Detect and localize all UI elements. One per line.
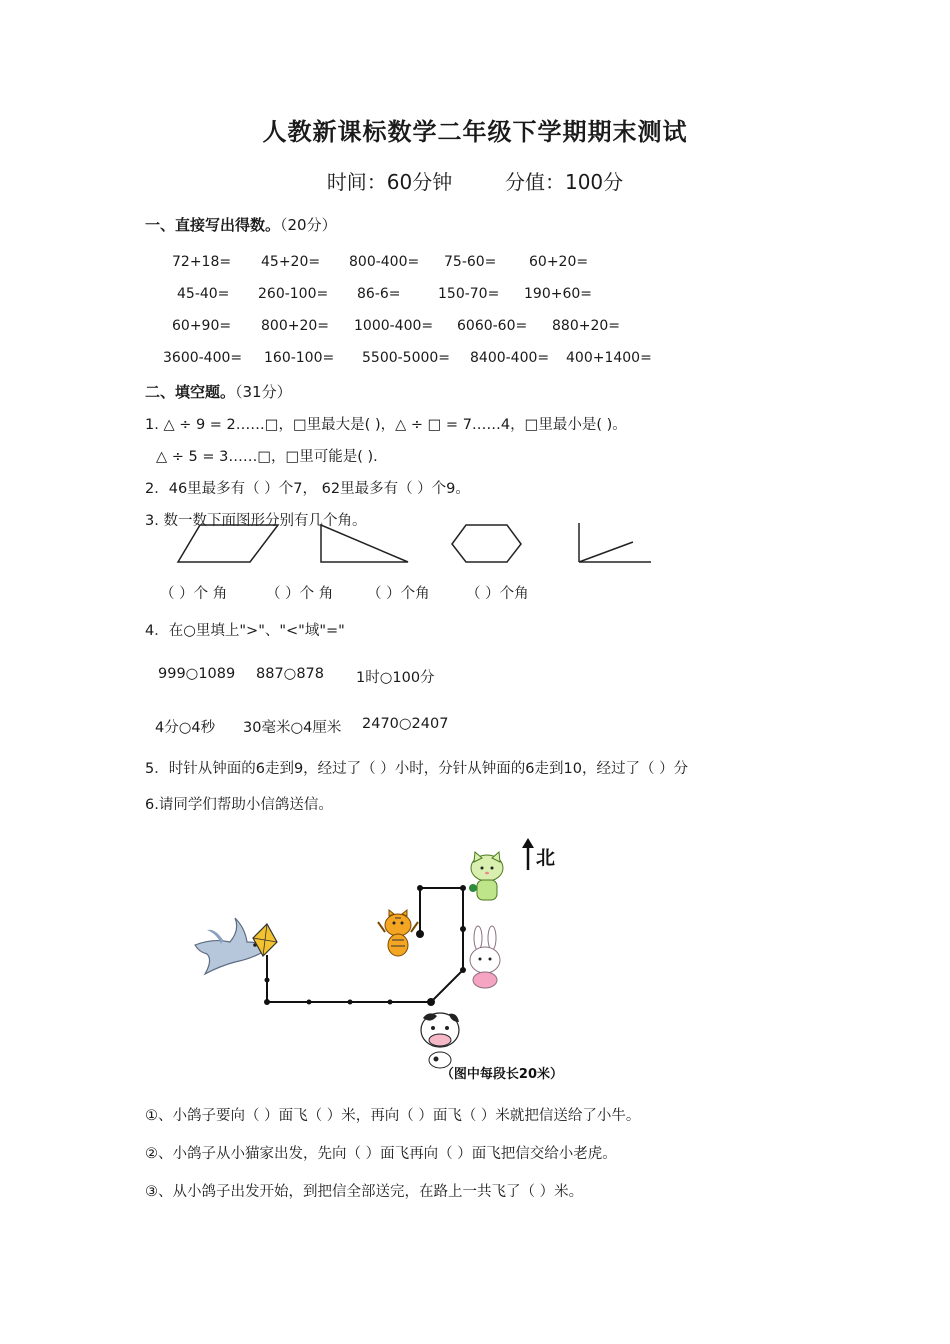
- angle-answer: （ ）个 角: [266, 586, 334, 602]
- calc-item: 190+60=: [524, 286, 592, 302]
- calc-item: 5500-5000=: [362, 350, 451, 366]
- exam-score: 分值：100分: [504, 170, 624, 194]
- question-6: 6.请同学们帮助小信鸽送信。: [145, 797, 333, 813]
- cow-icon: [421, 1013, 459, 1068]
- calc-item: 800-400=: [349, 254, 420, 270]
- angle-shapes-figure: [170, 520, 660, 570]
- compare-item: 4分○4秒: [155, 720, 216, 736]
- calc-item: 60+20=: [529, 254, 589, 270]
- calc-item: 3600-400=: [163, 350, 243, 366]
- calc-item: 160-100=: [264, 350, 335, 366]
- map-caption: （图中每段长20米）: [440, 1067, 563, 1080]
- pigeon-route-map: [185, 830, 565, 1080]
- compare-item: 30毫米○4厘米: [243, 720, 342, 736]
- question-6-2: ②、小鸽子从小猫家出发，先向（ ）面飞再向（ ）面飞把信交给小老虎。: [145, 1146, 617, 1162]
- compare-item: 887○878: [256, 666, 325, 682]
- calc-item: 45+20=: [261, 254, 321, 270]
- exam-time: 时间：60分钟: [326, 170, 453, 194]
- calc-item: 1000-400=: [354, 318, 434, 334]
- rabbit-icon: [470, 926, 500, 988]
- calc-item: 6060-60=: [457, 318, 528, 334]
- compare-item: 1时○100分: [356, 670, 435, 686]
- calc-item: 800+20=: [261, 318, 329, 334]
- question-3: 3. 数一数下面图形分别有几个角。: [145, 513, 367, 529]
- calc-item: 8400-400=: [470, 350, 550, 366]
- route-dots: [264, 885, 466, 1006]
- question-5: 5．时针从钟面的6走到9，经过了（ ）小时，分针从钟面的6走到10，经过了（ ）分: [145, 761, 689, 777]
- section2-heading: 二、填空题。（31分）: [145, 383, 292, 401]
- compare-item: 999○1089: [158, 666, 236, 682]
- question-2: 2．46里最多有（ ）个7， 62里最多有（ ）个9。: [145, 481, 470, 497]
- parallelogram-shape: [178, 525, 278, 562]
- triangle-shape: [321, 525, 408, 562]
- calc-item: 72+18=: [172, 254, 232, 270]
- page-title: 人教新课标数学二年级下学期期末测试: [262, 118, 688, 146]
- angle-answer: （ ）个 角: [160, 586, 228, 602]
- angle-answer: （ ）个角: [367, 586, 430, 602]
- calc-item: 75-60=: [444, 254, 497, 270]
- question-1a: 1. △ ÷ 9 = 2……□，□里最大是( )，△ ÷ □ = 7……4，□里最小是( )。: [145, 417, 627, 433]
- north-label: 北: [536, 847, 556, 869]
- question-1b: △ ÷ 5 = 3……□，□里可能是( ).: [156, 449, 378, 465]
- exam-info: [0, 166, 950, 195]
- section1-heading: 一、直接写出得数。（20分）: [145, 216, 337, 234]
- calc-item: 150-70=: [438, 286, 500, 302]
- route-path: [267, 888, 463, 1002]
- calc-item: 400+1400=: [566, 350, 652, 366]
- compare-item: 2470○2407: [362, 716, 449, 732]
- cat-icon: [469, 852, 503, 900]
- calc-item: 880+20=: [552, 318, 620, 334]
- question-6-1: ①、小鸽子要向（ ）面飞（ ）米，再向（ ）面飞（ ）米就把信送给了小牛。: [145, 1108, 641, 1124]
- angle-answer: （ ）个角: [466, 586, 529, 602]
- calc-item: 45-40=: [177, 286, 230, 302]
- calc-item: 86-6=: [357, 286, 401, 302]
- pigeon-icon: [195, 918, 277, 974]
- north-arrow-icon: [522, 838, 534, 870]
- hexagon-shape: [452, 525, 521, 562]
- section1-points: （20分）: [280, 216, 337, 234]
- tiger-icon: [378, 910, 418, 956]
- angle-shape: [579, 523, 651, 562]
- calc-item: 60+90=: [172, 318, 232, 334]
- section2-points: （31分）: [235, 383, 292, 401]
- question-4: 4．在○里填上">"、"<"域"=": [145, 623, 345, 639]
- calc-item: 260-100=: [258, 286, 329, 302]
- question-6-3: ③、从小鸽子出发开始，到把信全部送完，在路上一共飞了（ ）米。: [145, 1184, 584, 1200]
